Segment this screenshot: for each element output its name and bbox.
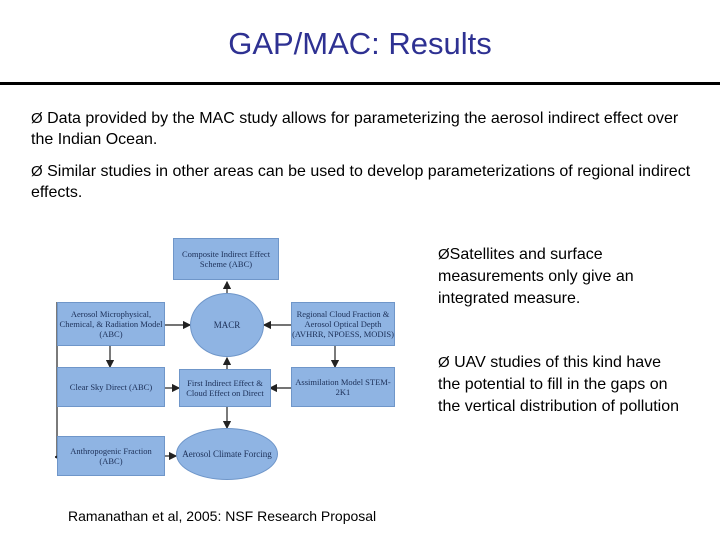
- bullet-2: [31, 161, 691, 203]
- circle-aerosol-climate-forcing: Aerosol Climate Forcing: [176, 428, 278, 480]
- box-regional-cloud-fraction: Regional Cloud Fraction & Aerosol Optical Depth (AVHRR, NPOESS, MODIS): [291, 302, 395, 346]
- citation-caption: Ramanathan et al, 2005: NSF Research Proposal: [68, 508, 377, 524]
- bullet-1-text: Data provided by the MAC study allows for parameterizing the aerosol indirect effect over the Indian Ocean.: [31, 110, 679, 148]
- macr-flow-diagram: [55, 236, 400, 484]
- title-divider: [0, 82, 720, 85]
- arrow-bullet-icon: Ø: [438, 246, 450, 263]
- arrow-bullet-icon: Ø: [31, 163, 43, 180]
- arrow-bullet-icon: Ø: [438, 354, 450, 371]
- slide-title: GAP/MAC: Results: [228, 26, 492, 61]
- bullet-2-text: Similar studies in other areas can be used to develop parameterizations of regional indirect effects.: [31, 163, 691, 201]
- box-clear-sky-direct: Clear Sky Direct (ABC): [57, 367, 165, 407]
- side-bullet-1: [438, 244, 683, 310]
- box-composite-indirect: Composite Indirect Effect Scheme (ABC): [173, 238, 279, 280]
- side-bullet-2-text: UAV studies of this kind have the potential to fill in the gaps on the vertical distribution of pollution: [438, 354, 680, 415]
- side-bullet-1-text: Satellites and surface measurements only give an integrated measure.: [438, 246, 634, 307]
- box-first-indirect-effect: First Indirect Effect & Cloud Effect on Direct: [179, 369, 271, 407]
- box-anthropogenic-fraction: Anthropogenic Fraction (ABC): [57, 436, 165, 476]
- bullet-1: [31, 108, 691, 150]
- arrow-bullet-icon: Ø: [31, 110, 43, 127]
- circle-macr: MACR: [190, 293, 264, 357]
- box-assimilation-model: Assimilation Model STEM-2K1: [291, 367, 395, 407]
- side-bullet-2: [438, 352, 683, 418]
- box-aerosol-microphysical: Aerosol Microphysical, Chemical, & Radiation Model (ABC): [57, 302, 165, 346]
